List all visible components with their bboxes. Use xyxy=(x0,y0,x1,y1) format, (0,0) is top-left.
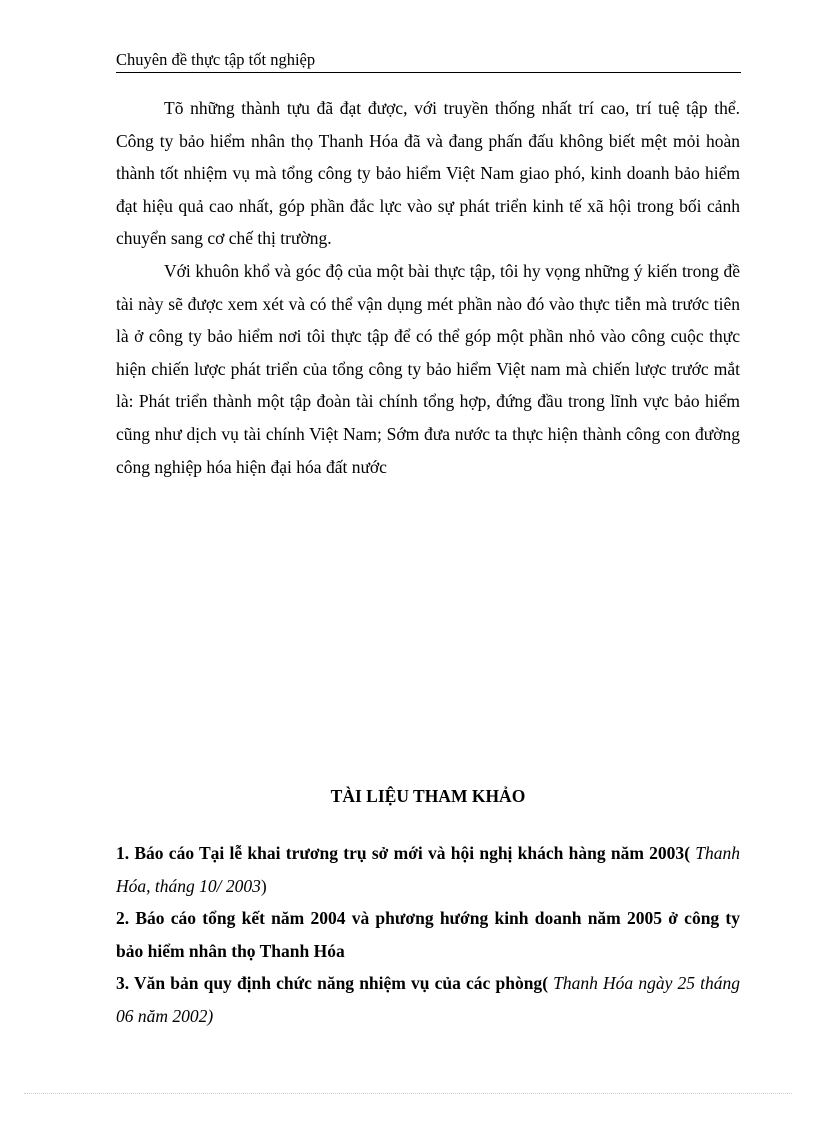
references-list xyxy=(116,837,740,1033)
reference-item xyxy=(116,967,740,1032)
reference-item xyxy=(116,837,740,902)
reference-title: 2. Báo cáo tổng kết năm 2004 và phương hướng kinh doanh năm 2005 ở công ty bảo hiểm nhân thọ Thanh Hóa xyxy=(116,908,740,961)
reference-source: Thanh Hóa, tháng 10/ 2003 xyxy=(116,843,741,896)
header-title: Chuyên đề thực tập tốt nghiệp xyxy=(116,50,316,69)
reference-item xyxy=(116,902,740,967)
reference-title: 1. Báo cáo Tại lễ khai trương trụ sở mới và hội nghị khách hàng năm 2003 xyxy=(116,843,685,863)
reference-close-paren: ) xyxy=(260,875,267,896)
body-text xyxy=(116,92,740,483)
reference-open-paren: ( xyxy=(542,973,549,994)
reference-title: 3. Văn bản quy định chức năng nhiệm vụ của các phòng xyxy=(116,973,543,994)
references-title: TÀI LIỆU THAM KHẢO xyxy=(330,786,526,806)
page-header xyxy=(116,50,741,73)
footer-divider xyxy=(24,1093,792,1094)
reference-source: Thanh Hóa ngày 25 tháng 06 năm 2002) xyxy=(116,973,741,1026)
paragraph: Tõ những thành tựu đã đạt được, với truyền thống nhất trí cao, trí tuệ tập thể. Công ty bảo hiểm nhân thọ Thanh Hóa đã và đang phấn đấu không biết mệt mỏi hoàn thành tốt nhiệm vụ mà tổng công ty bảo hiểm Việt Nam giao phó, kinh doanh bảo hiểm đạt hiệu quả cao nhất, góp phần đắc lực vào sự phát triển kinh tế xã hội trong bối cảnh chuyển sang cơ chế thị trường. xyxy=(116,98,740,249)
paragraph: Với khuôn khổ và góc độ của một bài thực tập, tôi hy vọng những ý kiến trong đề tài này sẽ được xem xét và có thể vận dụng mét phần nào đó vào thực tiễn mà trước tiên là ở công ty bảo hiểm nơi tôi thực tập để có thể góp một phần nhỏ vào công cuộc thực hiện chiến lược phát triển của tổng công ty bảo hiểm Việt nam mà chiến lược trước mắt là: Phát triển thành một tập đoàn tài chính tổng hợp, đứng đầu trong lĩnh vực bảo hiểm cũng như dịch vụ tài chính Việt Nam; Sớm đưa nước ta thực hiện thành công con đường công nghiệp hóa hiện đại hóa đất nước xyxy=(116,260,740,477)
reference-open-paren: ( xyxy=(684,843,691,863)
